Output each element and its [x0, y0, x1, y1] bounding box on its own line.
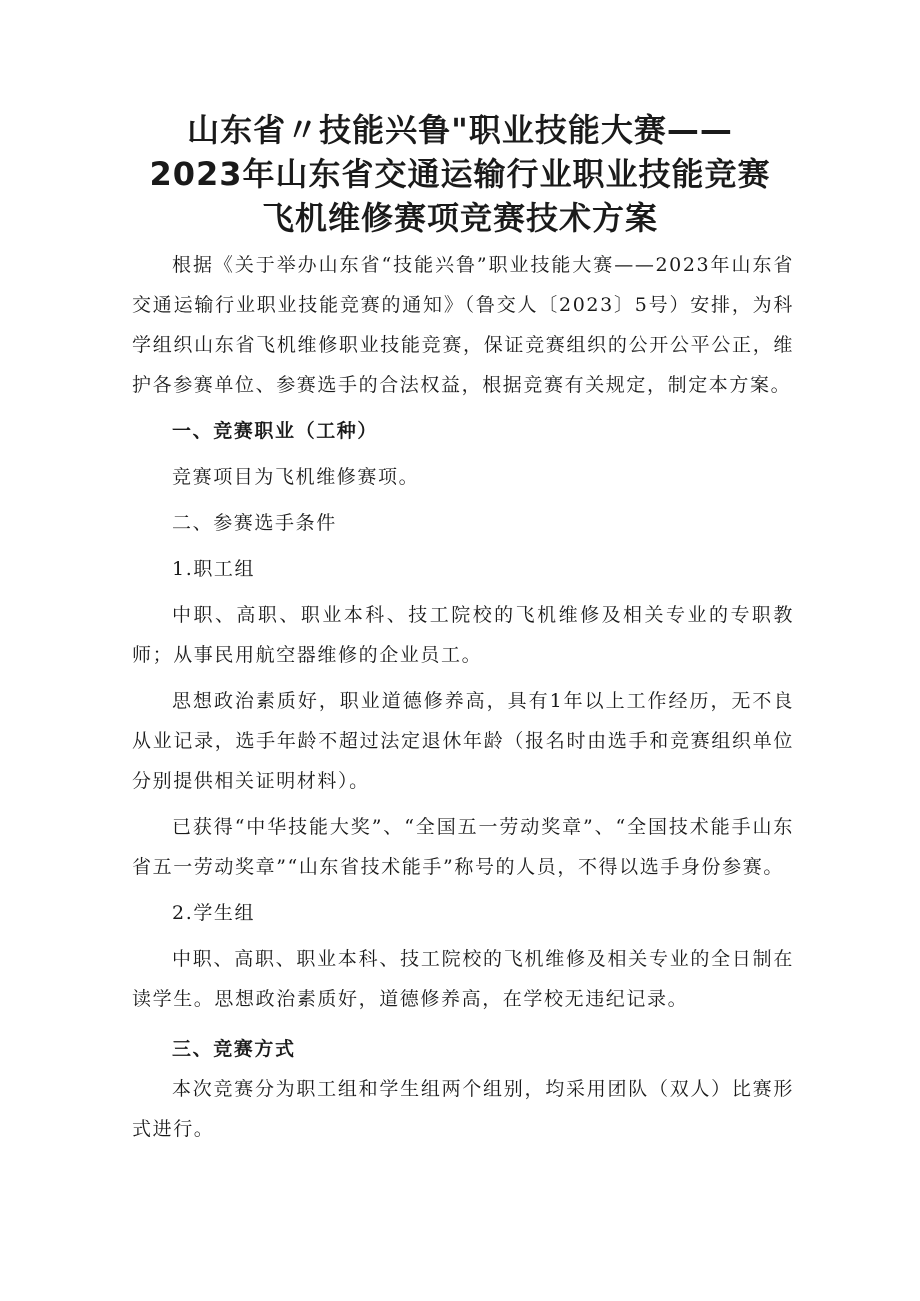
section-1-heading: 一、竞赛职业（工种）: [172, 420, 379, 442]
intro-paragraph: 根据《关于举办山东省“技能兴鲁”职业技能大赛——2023年山东省交通运输行业职业技能竞赛的通知》（鲁交人〔2023〕5号）安排，为科学组织山东省飞机维修职业技能竞赛，保证竞赛组织的公开公平公正，维护各参赛单位、参赛选手的合法权益，根据竞赛有关规定，制定本方案。: [132, 254, 794, 396]
group-1-paragraph-3: 已获得“中华技能大奖”、“全国五一劳动奖章”、“全国技术能手山东省五一劳动奖章”“山东省技术能手”称号的人员，不得以选手身份参赛。: [132, 816, 794, 878]
section-3-text: 本次竞赛分为职工组和学生组两个组别，均采用团队（双人）比赛形式进行。: [132, 1078, 794, 1140]
group-1-paragraph-1: 中职、高职、职业本科、技工院校的飞机维修及相关专业的专职教师；从事民用航空器维修的企业员工。: [132, 604, 794, 666]
group-1-paragraph-2: 思想政治素质好，职业道德修养高，具有1年以上工作经历，无不良从业记录，选手年龄不超过法定退休年龄（报名时由选手和竞赛组织单位分别提供相关证明材料）。: [132, 690, 794, 792]
section-3-heading: 三、竞赛方式: [172, 1038, 296, 1060]
section-1-text: 竞赛项目为飞机维修赛项。: [172, 466, 420, 488]
section-2-heading: 二、参赛选手条件: [172, 512, 337, 534]
group-2-paragraph-1: 中职、高职、职业本科、技工院校的飞机维修及相关专业的全日制在读学生。思想政治素质好，道德修养高，在学校无违纪记录。: [132, 948, 794, 1010]
document-body: [132, 245, 794, 1149]
document-title: [100, 108, 820, 240]
title-line-1: 山东省〃技能兴鲁"职业技能大赛——: [187, 111, 733, 149]
group-2-label: 2.学生组: [172, 902, 256, 924]
group-1-label: 1.职工组: [172, 558, 256, 580]
title-line-3: 飞机维修赛项竞赛技术方案: [261, 199, 658, 237]
title-line-2: 2023年山东省交通运输行业职业技能竞赛: [149, 155, 771, 193]
